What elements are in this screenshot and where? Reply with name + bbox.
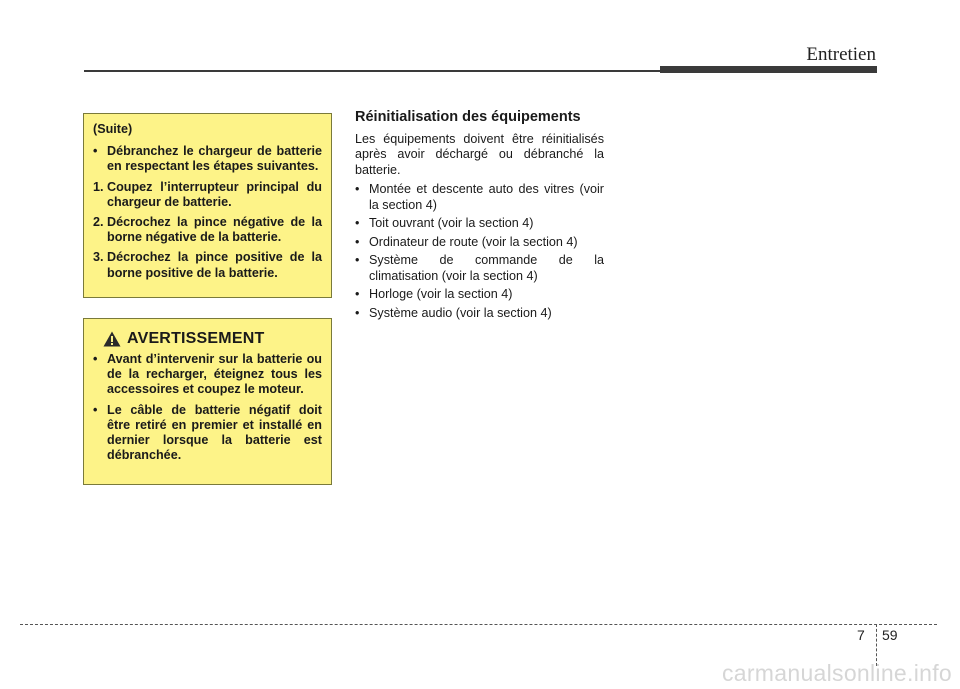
list-item (355, 253, 604, 284)
page-number: 59 (882, 627, 898, 643)
suite-step-text: Coupez l’interrupteur principal du chargeur de batterie. (107, 179, 322, 209)
bullet-mark: • (355, 234, 360, 249)
warning-item-text: Le câble de batterie négatif doit être retiré en premier et installé en dernier lorsque la batterie est débranchée. (107, 402, 322, 463)
list-item (355, 216, 604, 232)
step-number: 1. (93, 179, 104, 194)
warning-item (93, 403, 322, 464)
chapter-title: Entretien (806, 44, 876, 65)
warning-item-text: Avant d’intervenir sur la batterie ou de la recharger, éteignez tous les accessoires et coupez le moteur. (107, 352, 322, 397)
suite-step-text: Décrochez la pince positive de la borne positive de la batterie. (107, 250, 322, 280)
bullet-mark: • (355, 305, 360, 320)
warning-box (83, 318, 332, 485)
chapter-number: 7 (857, 627, 865, 643)
list-item-text: Ordinateur de route (voir la section 4) (369, 234, 578, 249)
header-rule (84, 70, 664, 72)
step-number: 2. (93, 215, 104, 230)
suite-step (93, 180, 322, 210)
suite-item-text: Débranchez le chargeur de batterie en respectant les étapes suivantes. (107, 144, 322, 174)
bullet-mark: • (355, 287, 360, 301)
list-item-text: Horloge (voir la section 4) (369, 287, 513, 301)
section-heading: Réinitialisation des équipements (355, 109, 581, 125)
list-item-text: Système de commande de la climatisation (voir la section 4) (369, 253, 604, 283)
list-item (355, 287, 604, 303)
bullet-mark: • (355, 182, 360, 196)
suite-step (93, 250, 322, 280)
step-number: 3. (93, 250, 104, 265)
suite-label: (Suite) (93, 122, 133, 136)
suite-step-text: Décrochez la pince négative de la borne négative de la batterie. (107, 215, 322, 245)
warning-item (93, 352, 322, 398)
header-rule-accent (660, 66, 877, 73)
bullet-mark: • (93, 144, 98, 159)
bullet-mark: • (355, 216, 360, 230)
suite-box (83, 113, 332, 298)
list-item (355, 182, 604, 213)
suite-item (93, 144, 322, 174)
section-content (355, 110, 604, 324)
footer-rule (20, 624, 937, 625)
list-item-text: Montée et descente auto des vitres (voir la section 4) (369, 182, 604, 212)
bullet-mark: • (355, 253, 360, 267)
list-item-text: Toit ouvrant (voir la section 4) (369, 216, 534, 230)
warning-header (103, 331, 322, 347)
section-intro: Les équipements doivent être réinitialisés après avoir déchargé ou débranché la batterie. (355, 131, 604, 177)
bullet-mark: • (93, 402, 98, 417)
warning-title: AVERTISSEMENT (127, 330, 265, 348)
list-item (355, 235, 604, 251)
list-item (355, 306, 604, 322)
warning-triangle-icon (103, 331, 121, 347)
list-item-text: Système audio (voir la section 4) (369, 305, 552, 320)
suite-step (93, 215, 322, 245)
watermark: carmanualsonline.info (721, 660, 952, 686)
bullet-mark: • (93, 352, 98, 366)
